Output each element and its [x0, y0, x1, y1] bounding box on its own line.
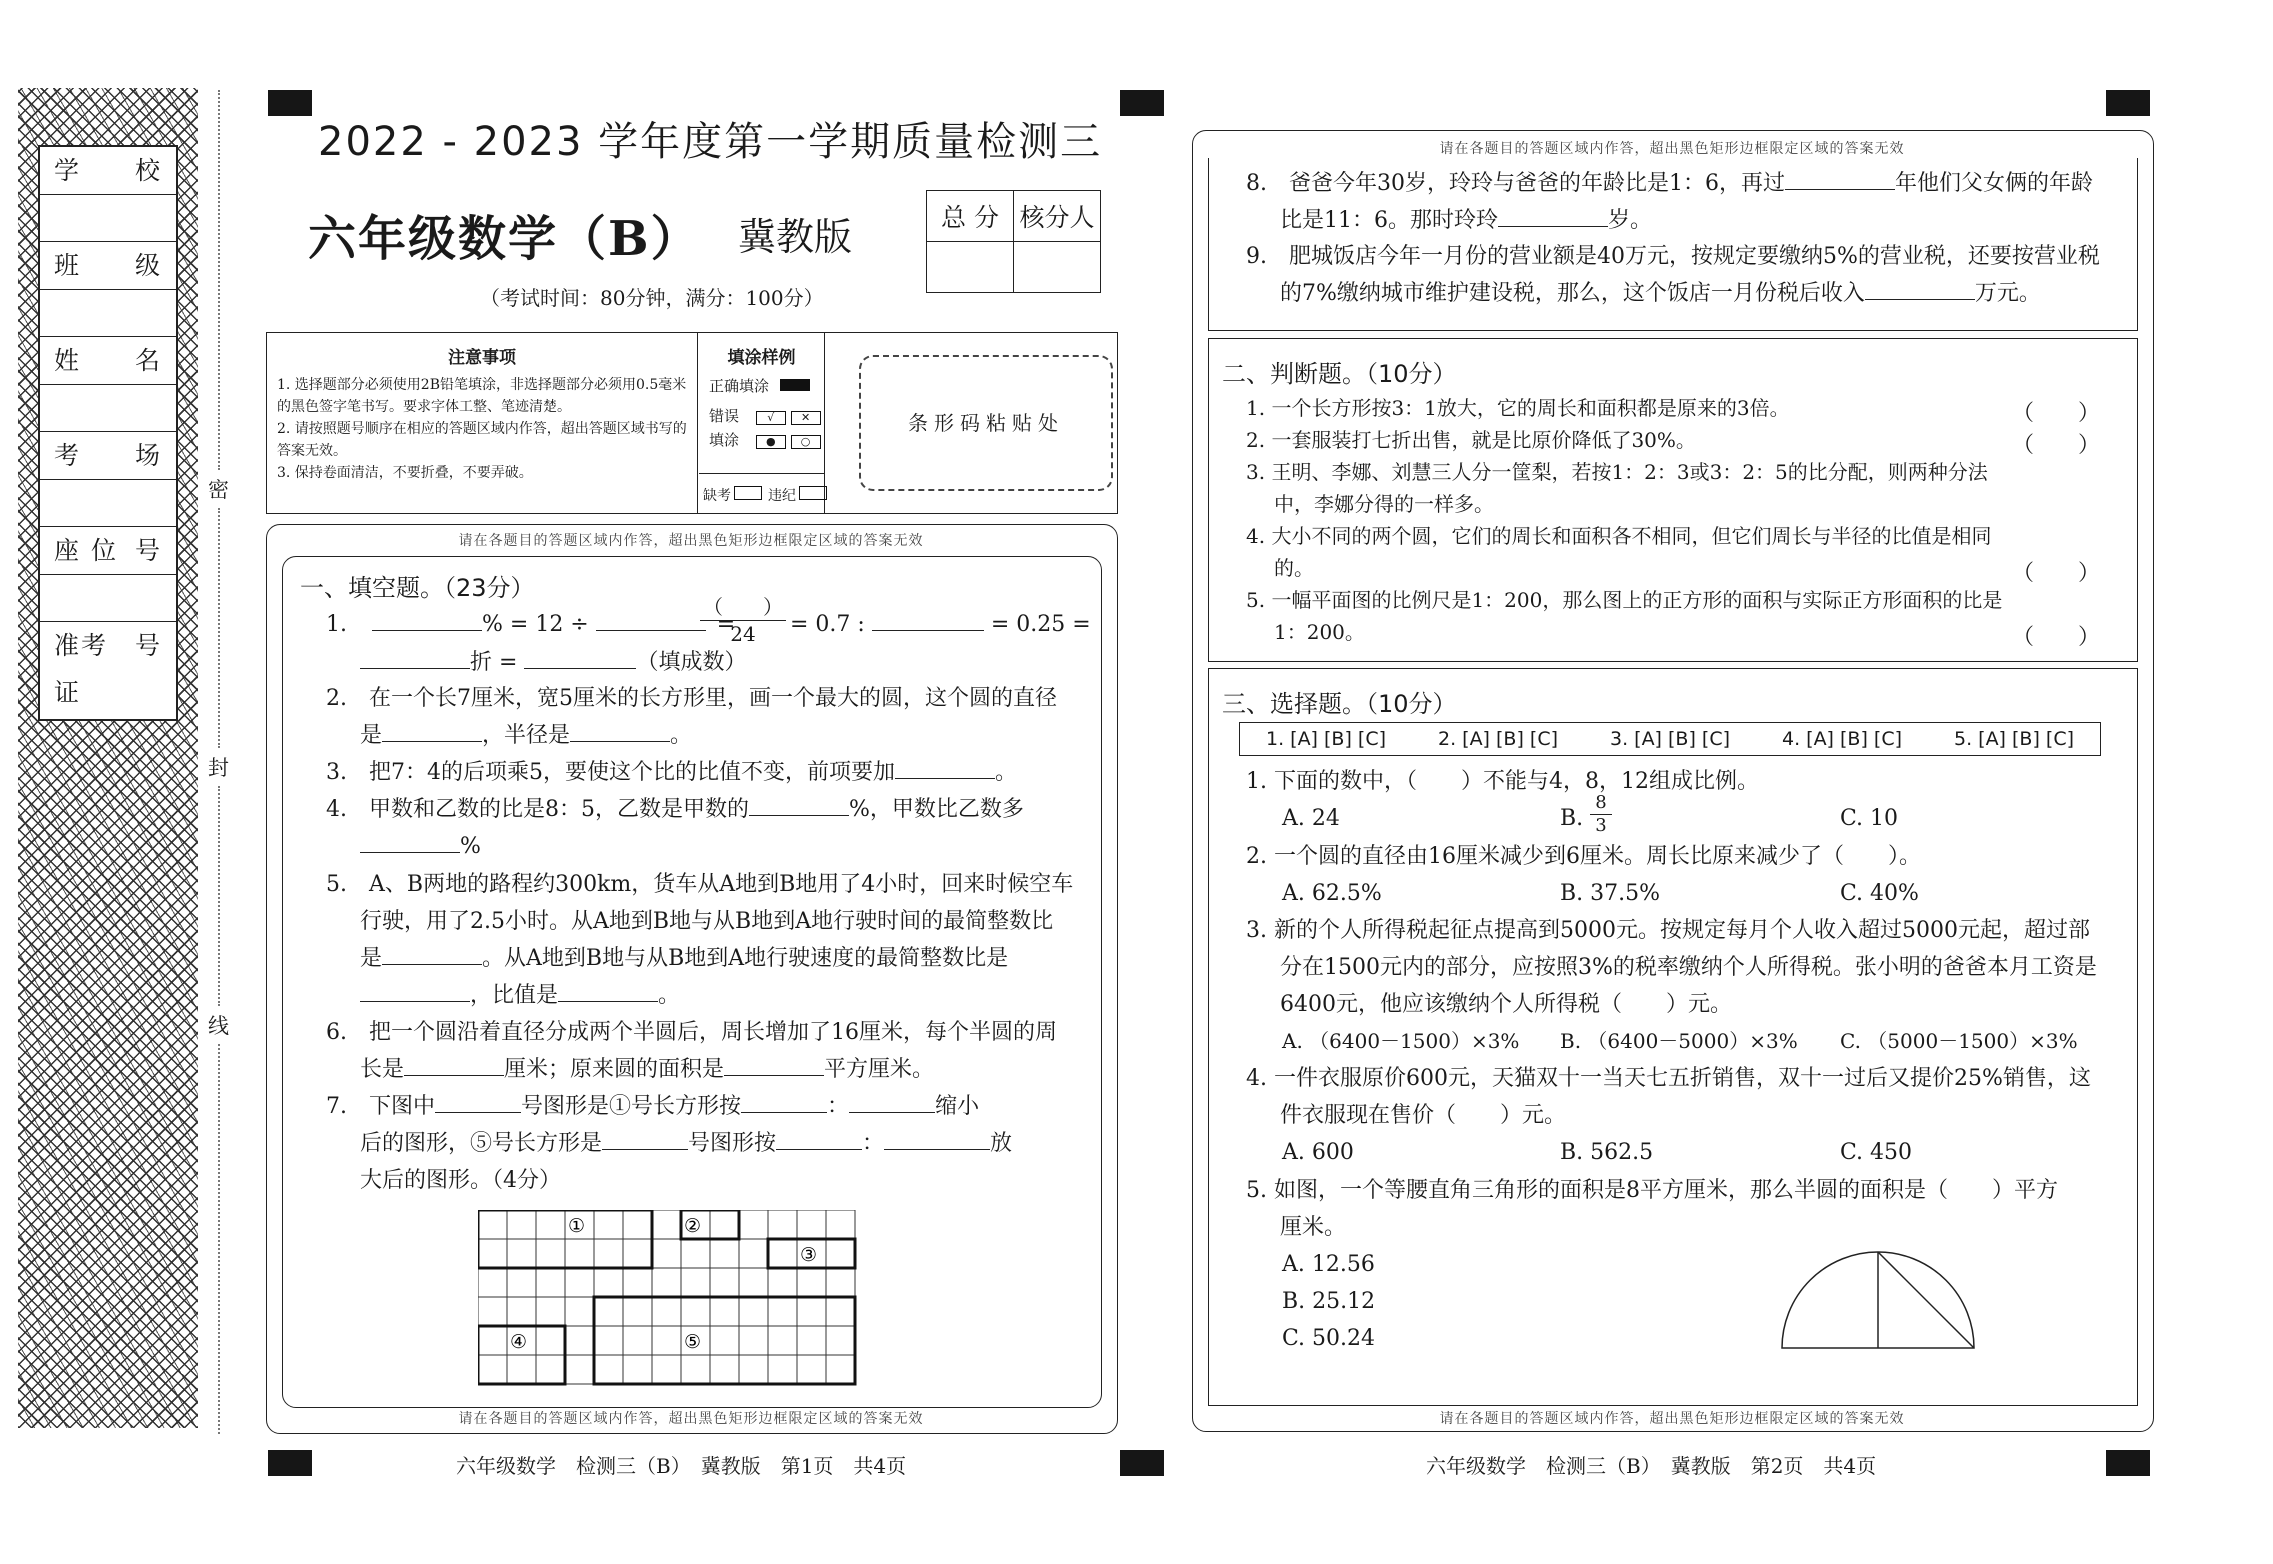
- choice-option: C. 40%: [1840, 881, 1919, 906]
- choice-option: C. 50.24: [1282, 1326, 1376, 1351]
- registration-mark: [1120, 90, 1164, 116]
- field-room-label: 考 场: [40, 432, 176, 480]
- score-total-label: 总 分: [927, 191, 1014, 242]
- seal-char-xian: 线: [208, 1014, 229, 1038]
- choice-option: B. 25.12: [1282, 1289, 1376, 1314]
- judge-answer-paren[interactable]: （ ）: [2012, 401, 2101, 426]
- score-total-cell[interactable]: [927, 242, 1014, 293]
- student-info-box: [38, 145, 178, 721]
- answer-blank[interactable]: [872, 606, 984, 631]
- exam-edition: 冀教版: [738, 215, 853, 259]
- answer-blank[interactable]: [382, 717, 482, 742]
- answer-area-warning: 请在各题目的答题区域内作答，超出黑色矩形边框限定区域的答案无效: [458, 1411, 924, 1427]
- check-mark-icon: √: [756, 411, 786, 425]
- grid-label-1: ①: [568, 1215, 586, 1237]
- answer-choice-3[interactable]: 3. [A] [B] [C]: [1609, 728, 1731, 750]
- field-room-blank[interactable]: [40, 480, 176, 527]
- answer-blank[interactable]: [776, 1125, 862, 1150]
- exam-title: 2022 - 2023 学年度第一学期质量检测三: [318, 119, 1103, 165]
- grid-figure: [478, 1210, 860, 1392]
- judge-answer-paren[interactable]: （ ）: [2012, 433, 2101, 458]
- answer-blank[interactable]: [849, 1088, 935, 1113]
- seal-line: [218, 90, 220, 470]
- fill-question-8: 8. 爸爸今年30岁，玲玲与爸爸的年龄比是1：6，再过 年他们父女俩的年龄 比是11：6。那时玲玲 岁。: [1246, 165, 2093, 239]
- field-name-label: 姓 名: [40, 337, 176, 385]
- answer-blank[interactable]: [895, 754, 995, 779]
- score-checker-cell[interactable]: [1014, 242, 1101, 293]
- score-table: [926, 190, 1101, 293]
- choice-option: A. 12.56: [1282, 1252, 1375, 1277]
- answer-choice-4[interactable]: 4. [A] [B] [C]: [1781, 728, 1903, 750]
- choice-option: B.: [1560, 806, 1584, 831]
- section3-title: 三、选择题。（10分）: [1222, 690, 1457, 718]
- field-school-blank[interactable]: [40, 195, 176, 242]
- fill-question-1-fraction: （ ） 24: [700, 594, 786, 647]
- answer-blank[interactable]: [558, 977, 658, 1002]
- answer-area-warning: 请在各题目的答题区域内作答，超出黑色矩形边框限定区域的答案无效: [1439, 1411, 1905, 1427]
- grid-label-3: ③: [800, 1244, 818, 1266]
- choice-option: B. （6400－5000）×3%: [1560, 1029, 1798, 1053]
- seal-char-mi: 密: [208, 478, 229, 502]
- fill-question-9: 9. 肥城饭店今年一月份的营业额是40万元，按规定要缴纳5%的营业税，还要按营业税 的7%缴纳城市维护建设税，那么，这个饭店一月份税后收入 万元。: [1246, 244, 2100, 306]
- fill-question-5: 5. A、B两地的路程约300km，货车从A地到B地用了4小时，回来时候空车 行驶，用了2.5小时。从A地到B地与从B地到A地行驶时间的最简整数比 是 。从A地到B地与从B地到A地行驶速度的最简整数比是 ，比值是 。: [326, 872, 1074, 1008]
- answer-blank[interactable]: [749, 791, 849, 816]
- answer-blank[interactable]: [741, 1088, 827, 1113]
- footer-left: 六年级数学 检测三（B） 冀教版 第1页 共4页: [456, 1454, 907, 1478]
- sample-title: 填涂样例: [727, 348, 796, 368]
- answer-blank[interactable]: [570, 717, 670, 742]
- choice-option: C. 10: [1840, 806, 1899, 831]
- choice-option: C. （5000－1500）×3%: [1840, 1029, 2078, 1053]
- judge-question-1: 1. 一个长方形按3：1放大，它的周长和面积都是原来的3倍。: [1246, 396, 1790, 420]
- fill-question-1-cont: = 0.7 : = 0.25 =: [790, 606, 1091, 643]
- answer-blank[interactable]: [360, 977, 470, 1002]
- field-name-blank[interactable]: [40, 385, 176, 432]
- filled-box-icon: [780, 379, 810, 391]
- answer-blank[interactable]: [360, 644, 470, 669]
- registration-mark: [2106, 90, 2150, 116]
- answer-blank[interactable]: [1785, 165, 1895, 190]
- sample-wrong: 错误 √ ✕: [709, 405, 821, 426]
- registration-mark: [2106, 1450, 2150, 1476]
- field-class-blank[interactable]: [40, 290, 176, 337]
- choice-option: A. 24: [1282, 806, 1340, 831]
- absent-box[interactable]: [734, 486, 762, 500]
- seal-line: [218, 508, 220, 748]
- section1-title: 一、填空题。（23分）: [300, 574, 535, 602]
- fill-question-1: 1. % = 12 ÷ =: [326, 606, 735, 643]
- fill-question-3: 3. 把7：4的后项乘5，要使这个比的比值不变，前项要加 。: [326, 754, 1017, 791]
- semicircle-triangle-figure: [1780, 1240, 1980, 1352]
- registration-mark: [268, 90, 312, 116]
- choice-option: A. （6400－1500）×3%: [1282, 1029, 1520, 1053]
- answer-area-warning: 请在各题目的答题区域内作答，超出黑色矩形边框限定区域的答案无效: [458, 533, 924, 549]
- sample-fill: 填涂 ● ○: [709, 429, 821, 450]
- absent-violation: 缺考 违纪: [703, 485, 827, 505]
- answer-blank[interactable]: [360, 828, 460, 853]
- choice-question-4: 4. 一件衣服原价600元，天猫双十一当天七五折销售，双十一过后又提价25%销售，这 件衣服现在售价（ ）元。: [1246, 1066, 2091, 1128]
- choice-option: C. 450: [1840, 1140, 1913, 1165]
- field-seat-blank[interactable]: [40, 575, 176, 622]
- answer-blank[interactable]: [1498, 202, 1608, 227]
- seal-line: [218, 786, 220, 1006]
- notice-item: 2. 请按照题号顺序在相应的答题区域内作答，超出答题区域书写的答案无效。: [277, 421, 687, 459]
- field-seat-label: 座 位 号: [40, 527, 176, 575]
- answer-choice-2[interactable]: 2. [A] [B] [C]: [1437, 728, 1559, 750]
- answer-blank[interactable]: [1865, 275, 1975, 300]
- exam-subject: 六年级数学（B）: [308, 211, 701, 267]
- grid-label-5: ⑤: [684, 1331, 702, 1353]
- answer-blank[interactable]: [884, 1125, 990, 1150]
- fill-question-1-line2: 折 = （填成数）: [360, 644, 746, 681]
- dot-fill-icon: ●: [756, 435, 786, 449]
- choice-question-2: 2. 一个圆的直径由16厘米减少到6厘米。周长比原来减少了（ ）。: [1246, 844, 1921, 869]
- answer-blank[interactable]: [596, 606, 706, 631]
- judge-answer-paren[interactable]: （ ）: [2012, 561, 2101, 586]
- answer-blank[interactable]: [404, 1051, 504, 1076]
- circle-fill-icon: ○: [791, 435, 821, 449]
- judge-question-3: 3. 王明、李娜、刘慧三人分一筐梨，若按1：2：3或3：2：5的比分配，则两种分法 中，李娜分得的一样多。: [1246, 460, 1988, 516]
- field-school-label: 学 校: [40, 147, 176, 195]
- fill-question-4: 4. 甲数和乙数的比是8：5，乙数是甲数的 %，甲数比乙数多 %: [326, 791, 1024, 865]
- judge-question-2: 2. 一套服装打七折出售，就是比原价降低了30%。: [1246, 428, 1696, 452]
- answer-blank[interactable]: [372, 606, 482, 631]
- answer-blank[interactable]: [435, 1088, 521, 1113]
- choice-option: A. 62.5%: [1282, 881, 1382, 906]
- answer-blank[interactable]: [602, 1125, 688, 1150]
- section2-title: 二、判断题。（10分）: [1222, 360, 1457, 388]
- notice-item: 3. 保持卷面清洁，不要折叠，不要弄破。: [277, 465, 533, 481]
- judge-answer-paren[interactable]: （ ）: [2012, 625, 2101, 650]
- answer-blank[interactable]: [382, 940, 482, 965]
- notice-item: 1. 选择题部分必须使用2B铅笔填涂，非选择题部分必须用0.5毫米的黑色签字笔书写。要求字体工整、笔迹清楚。: [277, 377, 687, 415]
- answer-blank[interactable]: [524, 644, 636, 669]
- exam-time: （考试时间：80分钟，满分：100分）: [480, 286, 824, 310]
- cross-mark-icon: ✕: [791, 411, 821, 425]
- judge-question-5: 5. 一幅平面图的比例尺是1：200，那么图上的正方形的面积与实际正方形面积的比是 1：200。: [1246, 588, 2003, 644]
- answer-area-warning: 请在各题目的答题区域内作答，超出黑色矩形边框限定区域的答案无效: [1439, 141, 1905, 157]
- seal-char-feng: 封: [208, 756, 229, 780]
- choice-answer-row: [1239, 722, 2101, 756]
- field-exam-id-label: 准考证 号: [54, 631, 162, 707]
- barcode-area: 条形码粘贴处: [859, 355, 1113, 491]
- seal-line: [218, 1044, 220, 1434]
- choice-option: B. 562.5: [1560, 1140, 1654, 1165]
- choice-option: A. 600: [1282, 1140, 1354, 1165]
- fill-question-2: 2. 在一个长7厘米，宽5厘米的长方形里，画一个最大的圆，这个圆的直径 是 ，半径是 。: [326, 686, 1058, 748]
- registration-mark: [1120, 1450, 1164, 1476]
- answer-blank[interactable]: [724, 1051, 824, 1076]
- answer-choice-5[interactable]: 5. [A] [B] [C]: [1953, 728, 2075, 750]
- choice-question-5: 5. 如图，一个等腰直角三角形的面积是8平方厘米，那么半圆的面积是（ ）平方 厘米。: [1246, 1178, 2058, 1240]
- footer-right: 六年级数学 检测三（B） 冀教版 第2页 共4页: [1426, 1454, 1877, 1478]
- rect-5: [594, 1297, 855, 1384]
- notice-title: 注意事项: [448, 348, 516, 368]
- judge-question-4: 4. 大小不同的两个圆，它们的周长和面积各不相同，但它们周长与半径的比值是相同 的。: [1246, 524, 1992, 580]
- sample-correct: 正确填涂: [709, 375, 810, 396]
- answer-choice-1[interactable]: 1. [A] [B] [C]: [1265, 728, 1387, 750]
- violation-box[interactable]: [799, 486, 827, 500]
- choice-question-3: 3. 新的个人所得税起征点提高到5000元。按规定每月个人收入超过5000元起，超过部 分在1500元内的部分，应按照3%的税率缴纳个人所得税。张小明的爸爸本月工资是 6400元，他应该缴纳个人所得税（ ）元。: [1246, 918, 2097, 1017]
- registration-mark: [268, 1450, 312, 1476]
- score-checker-label: 核分人: [1014, 191, 1101, 242]
- notice-box: [266, 332, 1118, 514]
- field-class-label: 班 级: [40, 242, 176, 290]
- fill-question-6: 6. 把一个圆沿着直径分成两个半圆后，周长增加了16厘米，每个半圆的周 长是 厘米；原来圆的面积是 平方厘米。: [326, 1020, 1058, 1082]
- choice-option: B. 37.5%: [1560, 881, 1661, 906]
- fill-question-7: 7. 下图中 号图形是①号长方形按 ： 缩小 后的图形，⑤号长方形是 号图形按 ： 放 大后的图形。（4分）: [326, 1088, 1012, 1199]
- grid-label-4: ④: [510, 1331, 528, 1353]
- grid-label-2: ②: [684, 1215, 702, 1237]
- choice-question-1: 1. 下面的数中，（ ）不能与4，8，12组成比例。: [1246, 769, 1759, 794]
- choice-option-fraction: 8 3: [1590, 792, 1612, 837]
